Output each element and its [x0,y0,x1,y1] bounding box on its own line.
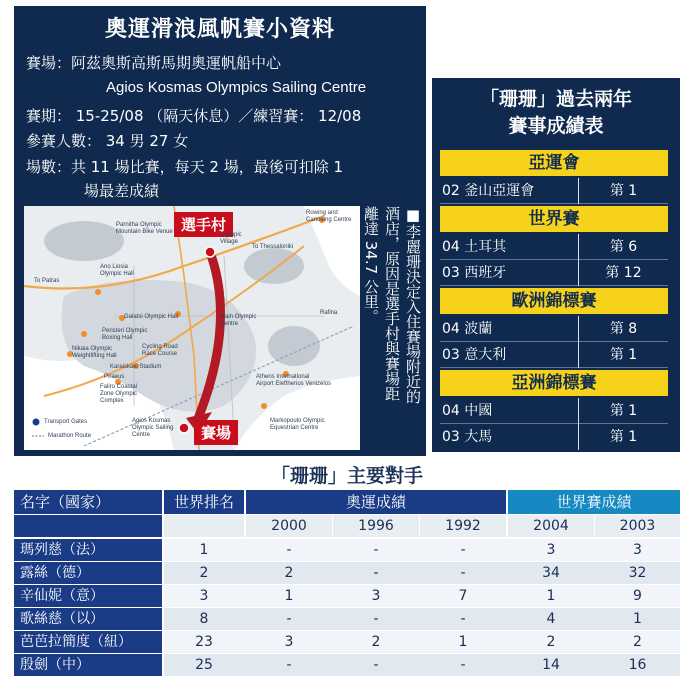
cell-o1992: 7 [458,588,468,604]
info-panel [14,6,426,456]
cell-w2004: 4 [546,611,556,627]
cell-o1996: - [373,565,379,581]
map-label-village: Olympic Village [220,232,242,245]
venue-tag: 賽場 [194,420,238,445]
races-line-cont: 場最差成績 [84,182,160,200]
village-tag: 選手村 [174,212,233,237]
cell-w2003: 3 [633,542,642,558]
result-place: 第 8 [578,316,668,342]
cell-w2004: 3 [546,542,556,558]
cell-o2000: - [286,542,292,558]
map-label-athens-airport: Athens International Airport Eleftherios Venizelos [256,374,332,387]
result-event: 03 意大利 [442,347,507,363]
result-event: 04 中國 [442,403,493,419]
cell-o1996: 3 [371,588,381,604]
map-label-thessaloniki: To Thessaloniki [252,244,294,250]
map-label-patras: To Patras [34,278,60,284]
result-place: 第 1 [578,342,668,368]
result-event: 02 釜山亞運會 [442,183,535,199]
cell-o1996: - [373,657,379,673]
map-label-cycling: Cycling Road Race Course [142,344,178,357]
cell-w2003: 9 [633,588,642,604]
map-graphic [24,206,360,450]
participants-line: 參賽人數： 34 男 27 女 [26,132,189,150]
cell-rank: 25 [195,657,213,673]
cell-rank: 1 [199,542,209,558]
result-place: 第 1 [578,178,668,204]
result-event: 03 西班牙 [442,265,507,281]
cell-o1992: - [460,542,466,558]
cell-w2003: 1 [633,611,642,627]
header-name: 名字（國家） [14,490,162,514]
map-label-nikaia: Nikaia Olympic Weightlifting Hall [72,346,117,359]
map-label-peristeri: Peristeri Olympic Boxing Hall [102,328,148,341]
result-row [440,260,668,286]
results-title-line2: 賽事成績表 [508,115,604,137]
opponent-name: 歌絲慈（以） [14,608,162,630]
vertical-note [363,206,421,450]
map-label-sailing: Agios Kosmas Olympic Sailing Centre [132,418,174,438]
cell-o2000: 3 [284,634,294,650]
cell-w2003: 16 [628,657,647,673]
subheader-rank-blank [164,515,244,537]
cell-o1992: - [460,565,466,581]
cell-o1992: 1 [458,634,468,650]
map-label-markopoulo: Markopoulo Olympic Equestrian Centre [270,418,325,431]
subheader-1992: 1992 [420,515,506,537]
results-title [432,86,680,140]
cell-o2000: - [286,657,292,673]
cell-rank: 23 [195,634,213,650]
section-heading-european: 歐洲錦標賽 [440,288,668,314]
cell-rank: 8 [199,611,209,627]
results-title-line1: 「珊珊」過去兩年 [479,88,632,110]
map-label-main-centre: Main Olympic Centre [220,314,257,327]
cell-w2003: 2 [633,634,642,650]
cell-o2000: 1 [284,588,294,604]
result-place: 第 1 [578,398,668,424]
venue-line: 賽場：阿茲奧斯高斯馬期奧運帆船中心 [26,54,282,72]
result-row [440,234,668,260]
result-place: 第 12 [578,260,668,286]
note-column-2: 酒店，原因是選手村與賽場距 [383,206,401,401]
venue-english: Agios Kosmas Olympics Sailing Centre [106,79,367,96]
section-heading-asian-champs: 亞洲錦標賽 [440,370,668,396]
result-row [440,424,668,450]
header-rank: 世界排名 [164,490,244,514]
cell-o2000: - [286,611,292,627]
schedule-line: 賽期： 15-25/08 （隔天休息）／練習賽： 12/08 [26,107,362,125]
results-panel [432,78,680,452]
subheader-2000: 2000 [246,515,332,537]
result-event: 04 波蘭 [442,321,493,337]
info-title: 奧運滑浪風帆賽小資料 [104,17,335,42]
map-legend-marathon: Marathon Route [48,433,92,439]
venue-map [24,206,360,450]
subheader-2003: 2003 [595,515,680,537]
cell-rank: 2 [199,565,209,581]
subheader-blank [14,515,162,537]
cell-w2004: 2 [546,634,556,650]
result-row [440,316,668,342]
cell-w2004: 1 [546,588,556,604]
cell-w2004: 14 [542,657,560,673]
cell-o1996: - [373,611,379,627]
result-place: 第 1 [578,424,668,450]
map-label-parnitha: Parnitha Olympic Mountain Bike Venue [116,222,173,235]
cell-o1992: - [460,657,466,673]
result-row [440,398,668,424]
header-world: 世界賽成績 [508,490,680,514]
cell-o1996: - [373,542,379,558]
map-label-faliro: Faliro Coastal Zone Olympic Complex [100,384,138,404]
subheader-1996: 1996 [333,515,419,537]
section-heading-asian-games: 亞運會 [440,150,668,176]
opponents-table [14,460,680,680]
map-label-rowing: Rowing and Canoeing Centre [306,210,352,223]
opponent-name: 殷劍（中） [14,654,162,676]
note-column-1: ■李麗珊決定入住賽場附近的 [404,206,422,404]
cell-o1996: 2 [371,634,381,650]
map-label-piraeus: Piraeus [104,374,125,380]
map-label-ano-liosia: Ano Liosia Olympic Hall [100,264,134,277]
result-place: 第 6 [578,234,668,260]
map-label-karaiskaki: Karaiskaki Stadium [110,364,162,370]
result-event: 03 大馬 [442,429,493,445]
cell-o2000: 2 [284,565,294,581]
note-column-3: 離達 34.7 公里。 [362,206,380,324]
subheader-2004: 2004 [508,515,594,537]
opponent-name: 辛仙妮（意） [14,585,162,607]
map-label-galatsi: Galatsi Olympic Hall [124,314,179,320]
opponents-title-bar [14,460,680,488]
map-legend-transport: Transport Gates [44,419,88,425]
opponent-name: 芭芭拉簡度（紐） [14,631,162,653]
result-row [440,178,668,204]
cell-rank: 3 [199,588,209,604]
cell-w2003: 32 [628,565,647,581]
opponents-title: 「珊珊」主要對手 [270,465,423,487]
header-olympic: 奧運成績 [246,490,506,514]
cell-o1992: - [460,611,466,627]
result-event: 04 土耳其 [442,239,507,255]
cell-w2004: 34 [542,565,560,581]
opponent-name: 露絲（德） [14,562,162,584]
result-row [440,342,668,368]
section-heading-world: 世界賽 [440,206,668,232]
races-line: 場數：共 11 場比賽，每天 2 場，最後可扣除 1 [26,158,344,176]
opponent-name: 瑪列慈（法） [14,539,162,561]
map-label-rafina: Rafina [320,310,338,316]
